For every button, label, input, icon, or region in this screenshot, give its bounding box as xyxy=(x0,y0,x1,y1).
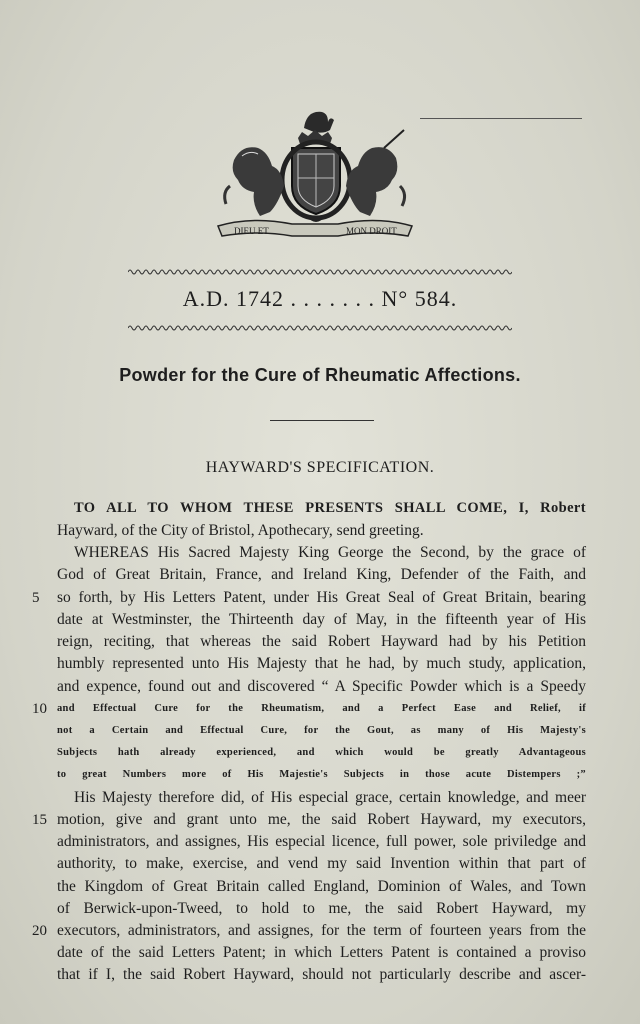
body-line: and expence, found out and discovered “ A Specific Powder which is a Speedy xyxy=(57,678,586,695)
line-number: 15 xyxy=(32,812,47,828)
body-line: not a Certain and Effectual Cure, for the Gout, as many of His Majesty's xyxy=(57,725,586,736)
patent-title: Powder for the Cure of Rheumatic Affections. xyxy=(119,365,521,385)
body-line: date of the said Letters Patent; in which Letters Patent is contained a proviso xyxy=(57,944,586,961)
body-line: authority, to make, exercise, and vend my said Invention within that part of xyxy=(57,855,586,872)
body-line: to great Numbers more of His Majestie's Subjects in those acute Distempers ;” xyxy=(57,769,586,780)
body-line: Hayward, of the City of Bristol, Apothecary, send greeting. xyxy=(57,522,424,539)
crest-motto-left: DIEU ET xyxy=(234,226,269,236)
specification-heading: HAYWARD'S SPECIFICATION. xyxy=(205,459,435,476)
body-line: the Kingdom of Great Britain called England, Dominion of Wales, and Town xyxy=(57,878,586,895)
body-line: WHEREAS His Sacred Majesty King George the Second, by the grace of xyxy=(74,544,586,561)
body-line: humbly represented unto His Majesty that he had, by much study, application, xyxy=(57,655,586,672)
body-line: executors, administrators, and assignes, for the term of fourteen years from the xyxy=(57,922,586,939)
body-line: administrators, and assignes, His especial licence, full power, sole priviledge and xyxy=(57,833,586,850)
body-line: so forth, by His Letters Patent, under His Great Seal of Great Britain, bearing xyxy=(57,589,586,606)
wavy-rule-bottom xyxy=(128,324,512,332)
body-line: of Berwick-upon-Tweed, to hold to me, the said Robert Hayward, my xyxy=(57,900,586,917)
title-rule xyxy=(270,420,374,421)
line-number: 20 xyxy=(32,923,47,939)
body-line: TO ALL TO WHOM THESE PRESENTS SHALL COME, I, Robert xyxy=(74,500,586,516)
body-line: reign, reciting, that whereas the said Robert Hayward had by his Petition xyxy=(57,633,586,650)
ad-number-line: A.D. 1742 . . . . . . . N° 584. xyxy=(182,286,458,311)
wavy-rule-top xyxy=(128,268,512,276)
royal-coat-of-arms-icon xyxy=(212,108,418,244)
body-line: God of Great Britain, France, and Ireland King, Defender of the Faith, and xyxy=(57,566,586,583)
header-rule xyxy=(420,118,582,119)
crest-motto-right: MON DROIT xyxy=(346,226,397,236)
body-line: that if I, the said Robert Hayward, should not particularly describe and ascer- xyxy=(57,966,586,983)
body-line: Subjects hath already experienced, and which would be greatly Advantageous xyxy=(57,747,586,758)
body-line: His Majesty therefore did, of His especial grace, certain knowledge, and meer xyxy=(74,789,586,806)
body-line: motion, give and grant unto me, the said Robert Hayward, my executors, xyxy=(57,811,586,828)
line-number: 5 xyxy=(32,590,40,606)
body-line: date at Westminster, the Thirteenth day of May, in the fifteenth year of His xyxy=(57,611,586,628)
line-number: 10 xyxy=(32,701,47,717)
body-line: and Effectual Cure for the Rheumatism, and a Perfect Ease and Relief, if xyxy=(57,703,586,714)
